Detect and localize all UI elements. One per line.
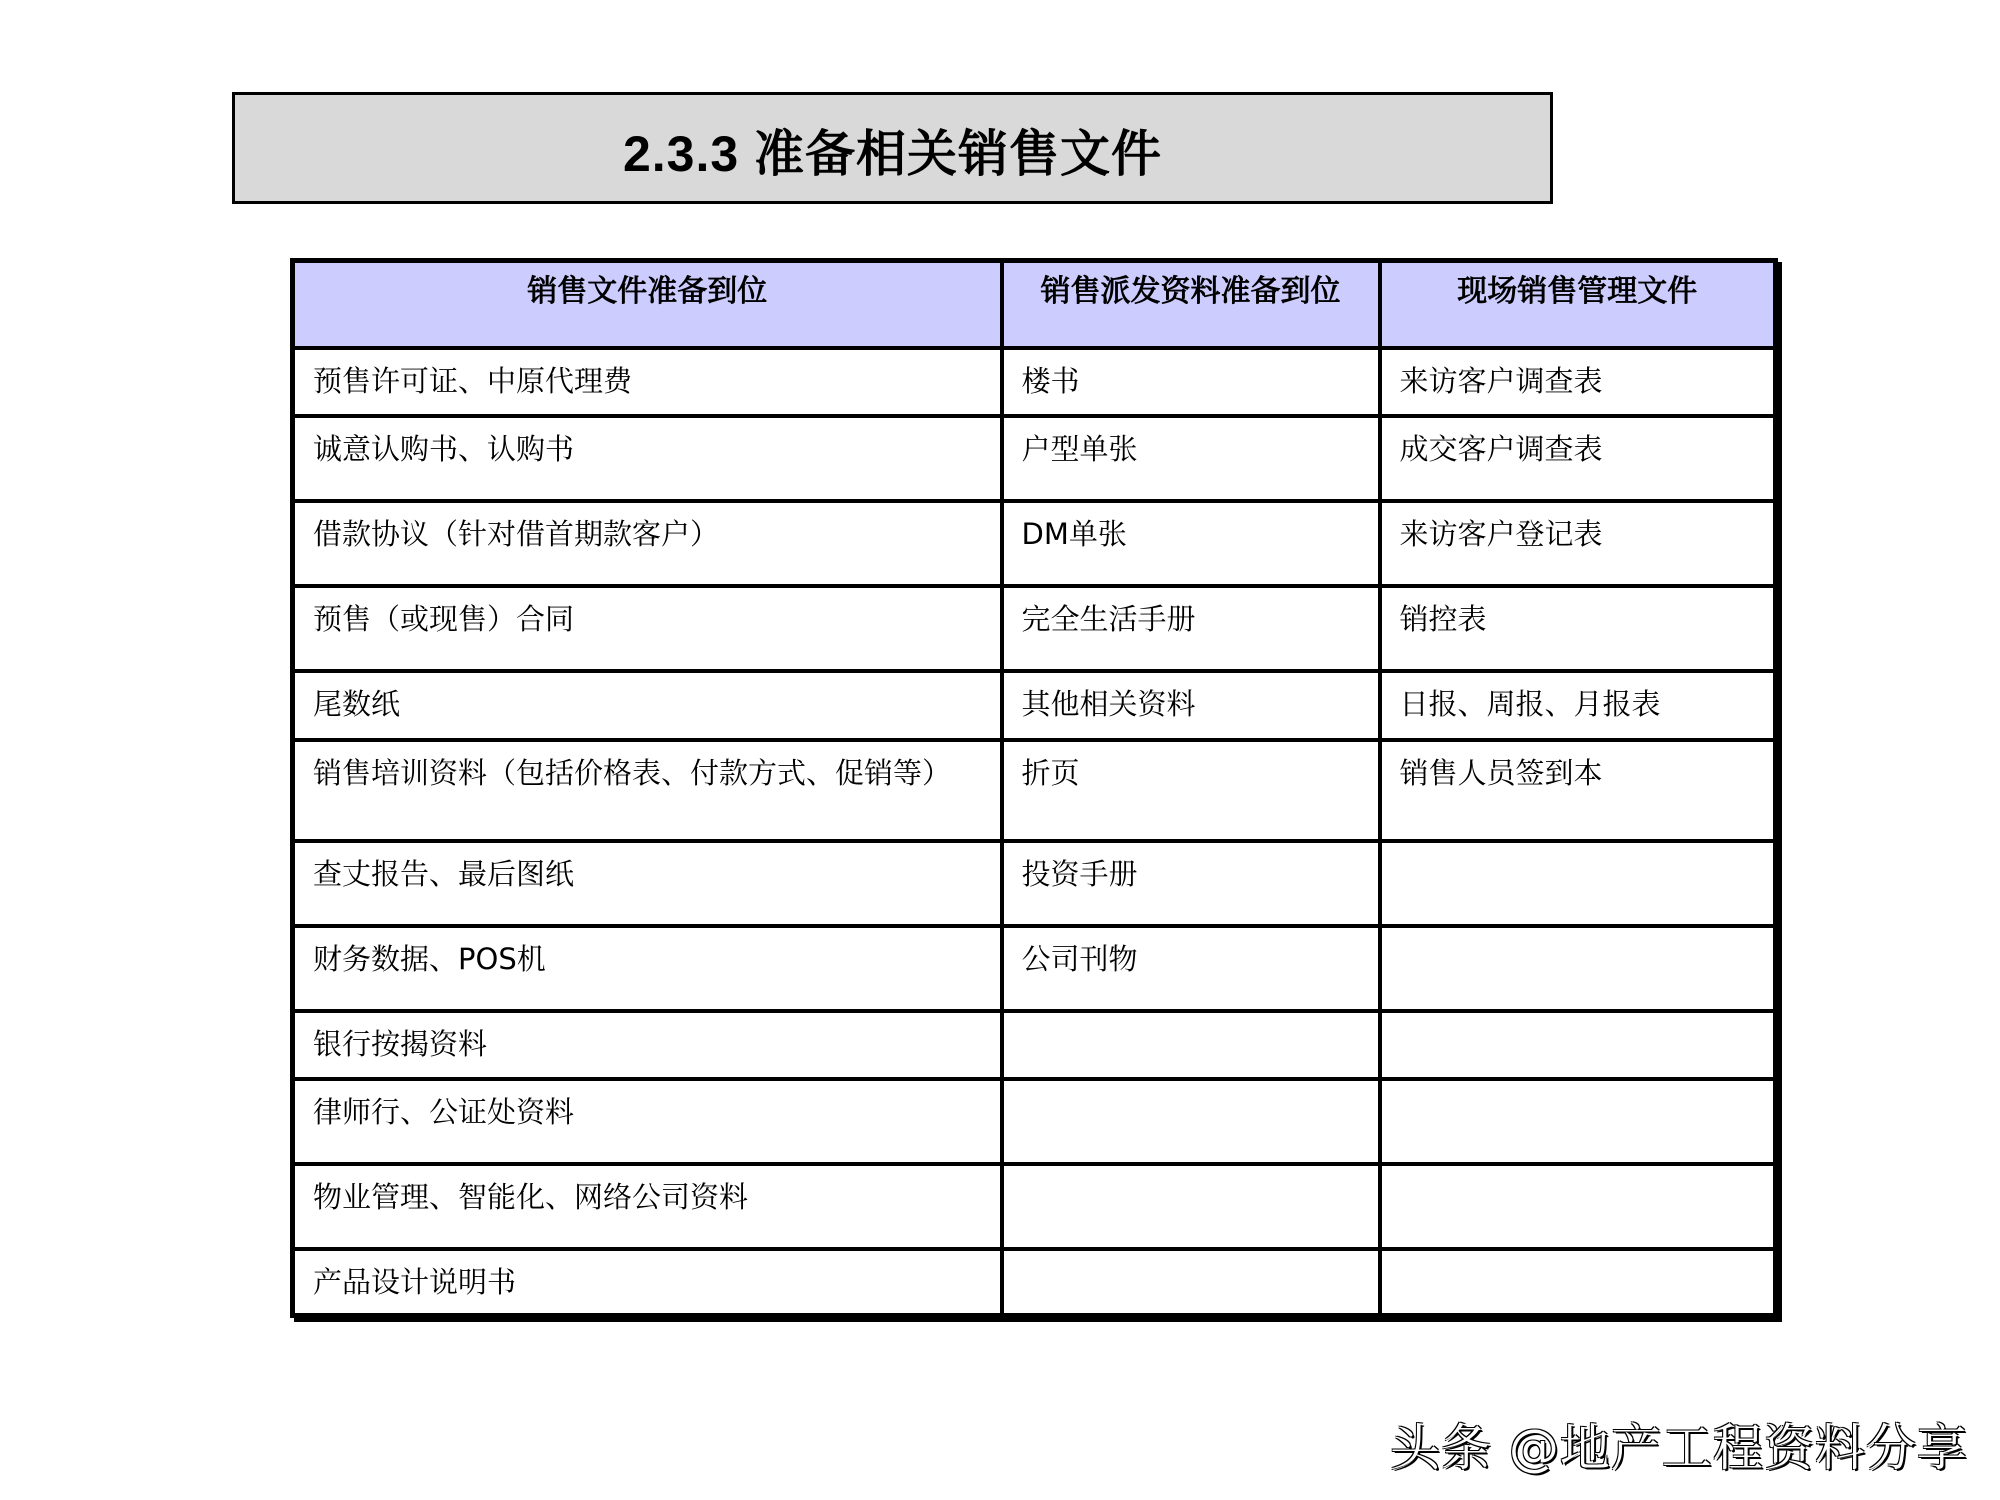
table-cell: DM单张 (1002, 501, 1380, 586)
table-cell: 销售人员签到本 (1380, 740, 1776, 841)
table-cell: 查丈报告、最后图纸 (293, 841, 1002, 926)
table-cell: 产品设计说明书 (293, 1249, 1002, 1316)
table-row (293, 1249, 1776, 1316)
table-cell (1002, 1079, 1380, 1164)
table-row (293, 926, 1776, 1011)
table-cell: 财务数据、POS机 (293, 926, 1002, 1011)
table-cell: 来访客户调查表 (1380, 348, 1776, 416)
table-cell: 完全生活手册 (1002, 586, 1380, 671)
table-cell (1002, 1011, 1380, 1079)
table-cell: 户型单张 (1002, 416, 1380, 501)
table-cell (1380, 1011, 1776, 1079)
table-cell: 楼书 (1002, 348, 1380, 416)
table-cell (1002, 1249, 1380, 1316)
table-cell (1380, 926, 1776, 1011)
table-cell (1380, 841, 1776, 926)
table-row (293, 740, 1776, 841)
table-cell: 销控表 (1380, 586, 1776, 671)
table-cell: 预售许可证、中原代理费 (293, 348, 1002, 416)
table-cell: 销售培训资料（包括价格表、付款方式、促销等） (293, 740, 1002, 841)
table-cell: 预售（或现售）合同 (293, 586, 1002, 671)
column-header-onsite-management-files: 现场销售管理文件 (1380, 261, 1776, 348)
table-cell: 成交客户调查表 (1380, 416, 1776, 501)
table-row (293, 501, 1776, 586)
table-cell (1380, 1249, 1776, 1316)
table-cell: 其他相关资料 (1002, 671, 1380, 740)
table-header-row (293, 261, 1776, 348)
table-cell: 律师行、公证处资料 (293, 1079, 1002, 1164)
table-cell: 诚意认购书、认购书 (293, 416, 1002, 501)
table-cell: 日报、周报、月报表 (1380, 671, 1776, 740)
table-row (293, 841, 1776, 926)
table-row (293, 348, 1776, 416)
title-banner (232, 92, 1553, 204)
table-cell: 投资手册 (1002, 841, 1380, 926)
column-header-sales-documents: 销售文件准备到位 (293, 261, 1002, 348)
table-row (293, 671, 1776, 740)
table-row (293, 1164, 1776, 1249)
table-body (293, 348, 1776, 1316)
table-cell (1380, 1079, 1776, 1164)
table-row (293, 416, 1776, 501)
table-cell: 银行按揭资料 (293, 1011, 1002, 1079)
table-row (293, 586, 1776, 671)
table-row (293, 1079, 1776, 1164)
sales-documents-table (290, 258, 1778, 1318)
table-cell: 来访客户登记表 (1380, 501, 1776, 586)
column-header-distribution-materials: 销售派发资料准备到位 (1002, 261, 1380, 348)
table-cell (1002, 1164, 1380, 1249)
table-cell: 公司刊物 (1002, 926, 1380, 1011)
table-cell (1380, 1164, 1776, 1249)
page-title: 2.3.3 准备相关销售文件 (622, 126, 1163, 182)
table-cell: 物业管理、智能化、网络公司资料 (293, 1164, 1002, 1249)
table-row (293, 1011, 1776, 1079)
watermark: 头条 @地产工程资料分享 (1390, 1419, 1968, 1477)
table-cell: 借款协议（针对借首期款客户） (293, 501, 1002, 586)
table-cell: 折页 (1002, 740, 1380, 841)
table-cell: 尾数纸 (293, 671, 1002, 740)
